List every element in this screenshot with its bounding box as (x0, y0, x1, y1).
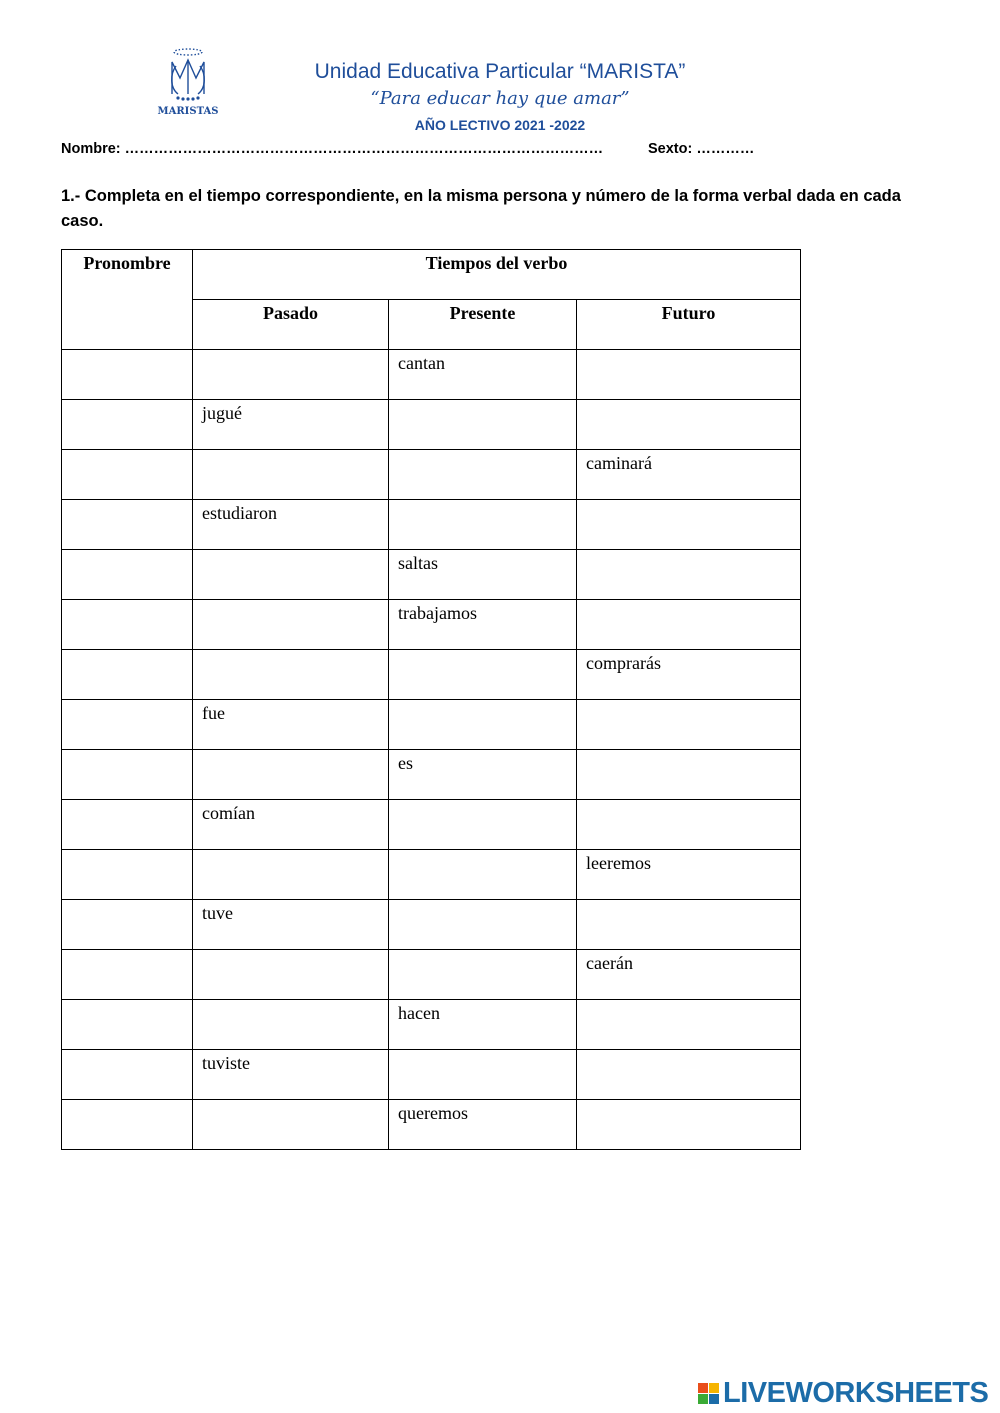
future-cell: leeremos (577, 850, 801, 900)
present-cell[interactable] (389, 400, 577, 450)
table-row (62, 1100, 801, 1150)
future-cell[interactable] (577, 750, 801, 800)
school-motto: “Para educar hay que amar” (370, 88, 630, 109)
table-row (62, 1000, 801, 1050)
table-row (62, 350, 801, 400)
pronoun-cell[interactable] (62, 850, 193, 900)
table-row (62, 450, 801, 500)
future-cell[interactable] (577, 550, 801, 600)
past-cell[interactable] (193, 600, 389, 650)
future-cell[interactable] (577, 900, 801, 950)
past-cell: tuviste (193, 1050, 389, 1100)
school-year: AÑO LECTIVO 2021 -2022 (414, 117, 586, 133)
present-cell[interactable] (389, 850, 577, 900)
future-cell[interactable] (577, 600, 801, 650)
future-cell[interactable] (577, 700, 801, 750)
pronoun-cell[interactable] (62, 950, 193, 1000)
future-cell[interactable] (577, 350, 801, 400)
future-cell: caerán (577, 950, 801, 1000)
grade-field: Sexto: ………… (648, 141, 755, 157)
pronoun-cell[interactable] (62, 1000, 193, 1050)
pronoun-cell[interactable] (62, 600, 193, 650)
future-cell[interactable] (577, 500, 801, 550)
header-present: Presente (389, 300, 577, 350)
pronoun-cell[interactable] (62, 1050, 193, 1100)
future-cell[interactable] (577, 1000, 801, 1050)
liveworksheets-blocks-icon (698, 1383, 719, 1404)
verb-tense-table (61, 249, 801, 1150)
past-cell[interactable] (193, 1000, 389, 1050)
past-cell: tuve (193, 900, 389, 950)
future-cell[interactable] (577, 1050, 801, 1100)
future-cell[interactable] (577, 1100, 801, 1150)
past-cell[interactable] (193, 950, 389, 1000)
past-cell[interactable] (193, 1100, 389, 1150)
past-cell[interactable] (193, 550, 389, 600)
present-cell[interactable] (389, 700, 577, 750)
name-field: Nombre: ……………………………………………………………………………………… (61, 141, 604, 157)
header-past: Pasado (193, 300, 389, 350)
table-row (62, 700, 801, 750)
pronoun-cell[interactable] (62, 1100, 193, 1150)
liveworksheets-logo (698, 1377, 988, 1410)
pronoun-cell[interactable] (62, 800, 193, 850)
table-row (62, 850, 801, 900)
table-row (62, 400, 801, 450)
past-cell[interactable] (193, 450, 389, 500)
present-cell[interactable] (389, 450, 577, 500)
present-cell: trabajamos (389, 600, 577, 650)
table-body (62, 350, 801, 1150)
future-cell: comprarás (577, 650, 801, 700)
table-row (62, 950, 801, 1000)
table-row (62, 800, 801, 850)
present-cell[interactable] (389, 900, 577, 950)
pronoun-cell[interactable] (62, 400, 193, 450)
present-cell: es (389, 750, 577, 800)
past-cell: fue (193, 700, 389, 750)
present-cell: cantan (389, 350, 577, 400)
pronoun-cell[interactable] (62, 750, 193, 800)
table-row (62, 500, 801, 550)
past-cell[interactable] (193, 650, 389, 700)
table-row (62, 600, 801, 650)
pronoun-cell[interactable] (62, 350, 193, 400)
pronoun-cell[interactable] (62, 450, 193, 500)
brand-block (709, 1394, 719, 1404)
present-cell[interactable] (389, 500, 577, 550)
past-cell[interactable] (193, 750, 389, 800)
liveworksheets-brand: LIVEWORKSHEETS (723, 1377, 989, 1409)
present-cell[interactable] (389, 950, 577, 1000)
table-row (62, 1050, 801, 1100)
past-cell: comían (193, 800, 389, 850)
present-cell: queremos (389, 1100, 577, 1150)
past-cell[interactable] (193, 350, 389, 400)
logo-text: MARISTAS (157, 106, 219, 117)
header-pronoun: Pronombre (62, 250, 193, 350)
table-row (62, 650, 801, 700)
present-cell: saltas (389, 550, 577, 600)
pronoun-cell[interactable] (62, 700, 193, 750)
present-cell: hacen (389, 1000, 577, 1050)
past-cell: jugué (193, 400, 389, 450)
future-cell[interactable] (577, 400, 801, 450)
header-future: Futuro (577, 300, 801, 350)
future-cell[interactable] (577, 800, 801, 850)
future-cell: caminará (577, 450, 801, 500)
header-verb-tenses: Tiempos del verbo (193, 250, 801, 300)
brand-block (698, 1383, 708, 1393)
brand-block (698, 1394, 708, 1404)
table-row (62, 550, 801, 600)
pronoun-cell[interactable] (62, 550, 193, 600)
exercise-instructions: 1.- Completa en el tiempo correspondiente, en la misma persona y número de la forma verbal dada en cada caso. (61, 187, 901, 230)
table-row (62, 750, 801, 800)
past-cell: estudiaron (193, 500, 389, 550)
past-cell[interactable] (193, 850, 389, 900)
present-cell[interactable] (389, 800, 577, 850)
pronoun-cell[interactable] (62, 500, 193, 550)
pronoun-cell[interactable] (62, 650, 193, 700)
school-name: Unidad Educativa Particular “MARISTA” (314, 60, 686, 83)
present-cell[interactable] (389, 1050, 577, 1100)
brand-block (709, 1383, 719, 1393)
table-row (62, 900, 801, 950)
pronoun-cell[interactable] (62, 900, 193, 950)
present-cell[interactable] (389, 650, 577, 700)
